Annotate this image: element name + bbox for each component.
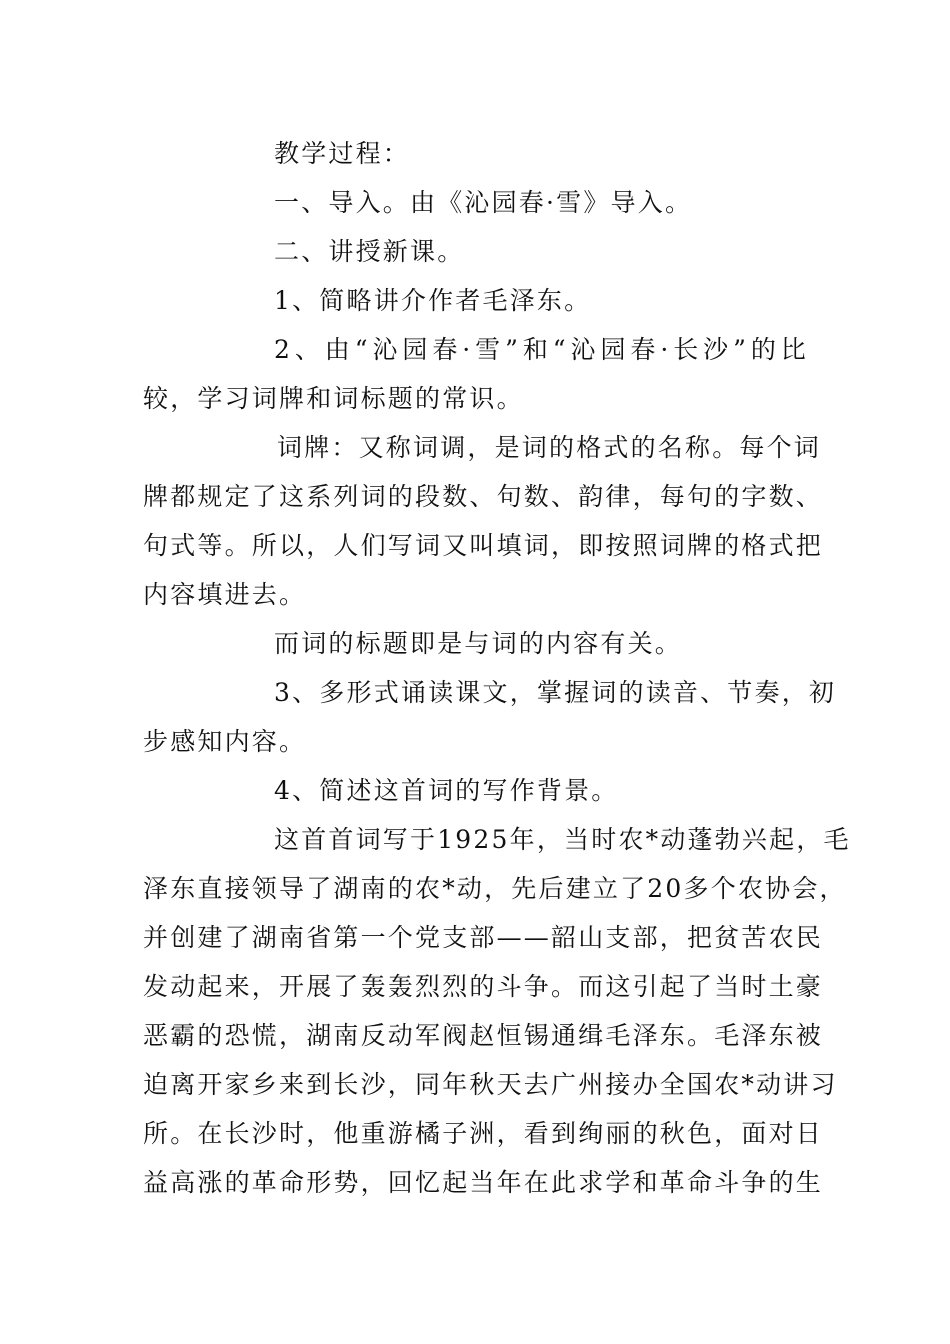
item-reading-line-1: 3、多形式诵读课文，掌握词的读音、节奏，初 xyxy=(274,678,837,707)
cipai-definition-line-3: 句式等。所以，人们写词又叫填词，即按照词牌的格式把 xyxy=(143,531,824,560)
background-line-2: 泽东直接领导了湖南的农*动，先后建立了20多个农协会， xyxy=(143,874,847,903)
step-introduction: 一、导入。由《沁园春·雪》导入。 xyxy=(274,188,693,217)
cipai-definition-line-4: 内容填进去。 xyxy=(143,580,307,609)
item-reading-line-2: 步感知内容。 xyxy=(143,727,307,756)
background-line-8: 益高涨的革命形势，回忆起当年在此求学和革命斗争的生 xyxy=(143,1168,824,1197)
item-background: 4、简述这首词的写作背景。 xyxy=(274,776,619,805)
cipai-definition-line-2: 牌都规定了这系列词的段数、句数、韵律，每句的字数、 xyxy=(143,482,824,511)
background-line-4: 发动起来，开展了轰轰烈烈的斗争。而这引起了当时土豪 xyxy=(143,972,824,1001)
section-heading-teaching-process: 教学过程： xyxy=(274,139,411,168)
cipai-definition-line-1: 词牌：又称词调，是词的格式的名称。每个词 xyxy=(277,433,822,462)
document-body xyxy=(143,129,851,1207)
item-compare-line-1: 2、由“沁园春·雪”和“沁园春·长沙”的比 xyxy=(274,335,808,364)
background-line-7: 所。在长沙时，他重游橘子洲，看到绚丽的秋色，面对日 xyxy=(143,1119,824,1148)
item-author-intro: 1、简略讲介作者毛泽东。 xyxy=(274,286,592,315)
background-line-1: 这首首词写于1925年，当时农*动蓬勃兴起，毛 xyxy=(274,825,851,854)
title-note: 而词的标题即是与词的内容有关。 xyxy=(274,629,683,658)
background-line-3: 并创建了湖南省第一个党支部——韶山支部，把贫苦农民 xyxy=(143,923,824,952)
background-line-5: 恶霸的恐慌，湖南反动军阀赵恒锡通缉毛泽东。毛泽东被 xyxy=(143,1021,824,1050)
background-line-6: 迫离开家乡来到长沙，同年秋天去广州接办全国农*动讲习 xyxy=(143,1070,838,1099)
item-compare-line-2: 较，学习词牌和词标题的常识。 xyxy=(143,384,524,413)
step-new-lesson: 二、讲授新课。 xyxy=(274,237,465,266)
